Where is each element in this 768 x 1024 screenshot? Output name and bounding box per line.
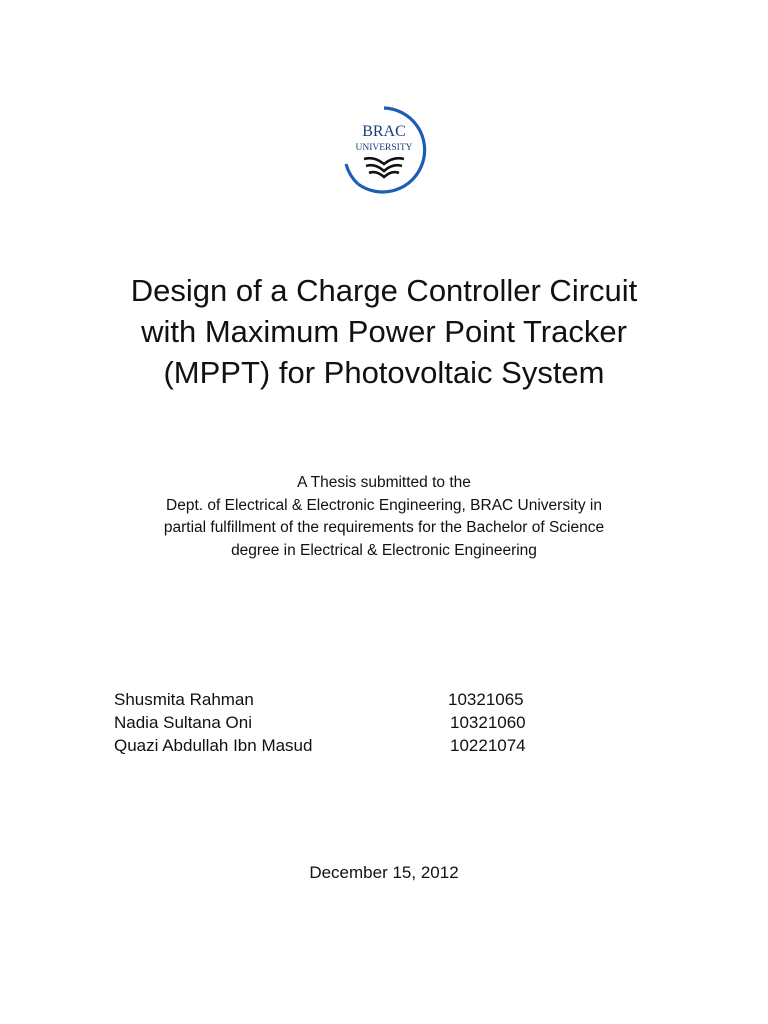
- submission-line: partial fulfillment of the requirements for the Bachelor of Science: [163, 519, 605, 536]
- title-line: with Maximum Power Point Tracker: [141, 314, 627, 349]
- author-row: [114, 711, 574, 734]
- thesis-title: [40, 270, 728, 393]
- author-name: Quazi Abdullah Ibn Masud: [114, 736, 313, 755]
- logo-text-bottom: UNIVERSITY: [355, 143, 413, 153]
- university-seal-icon: [338, 104, 430, 196]
- author-row: [114, 734, 574, 757]
- seal-ring-arc-left: [346, 164, 358, 184]
- submission-line: degree in Electrical & Electronic Engineering: [231, 541, 537, 559]
- submission-line: Dept. of Electrical & Electronic Engineering, BRAC University in: [166, 496, 602, 514]
- brac-university-logo: [338, 104, 430, 196]
- submission-date: December 15, 2012: [309, 863, 459, 882]
- title-line: (MPPT) for Photovoltaic System: [163, 355, 605, 390]
- author-list: [114, 688, 574, 757]
- submission-line: A Thesis submitted to the: [297, 474, 471, 491]
- author-name: Shusmita Rahman: [114, 690, 254, 709]
- author-name: Nadia Sultana Oni: [114, 713, 252, 732]
- submission-statement: [60, 472, 708, 562]
- student-id: 10221074: [450, 736, 526, 755]
- open-book-icon: [364, 158, 404, 177]
- student-id: 10321065: [448, 690, 524, 709]
- student-id: 10321060: [450, 713, 526, 732]
- title-line: Design of a Charge Controller Circuit: [130, 273, 638, 308]
- logo-text-top: BRAC: [362, 123, 406, 140]
- author-row: [114, 688, 574, 711]
